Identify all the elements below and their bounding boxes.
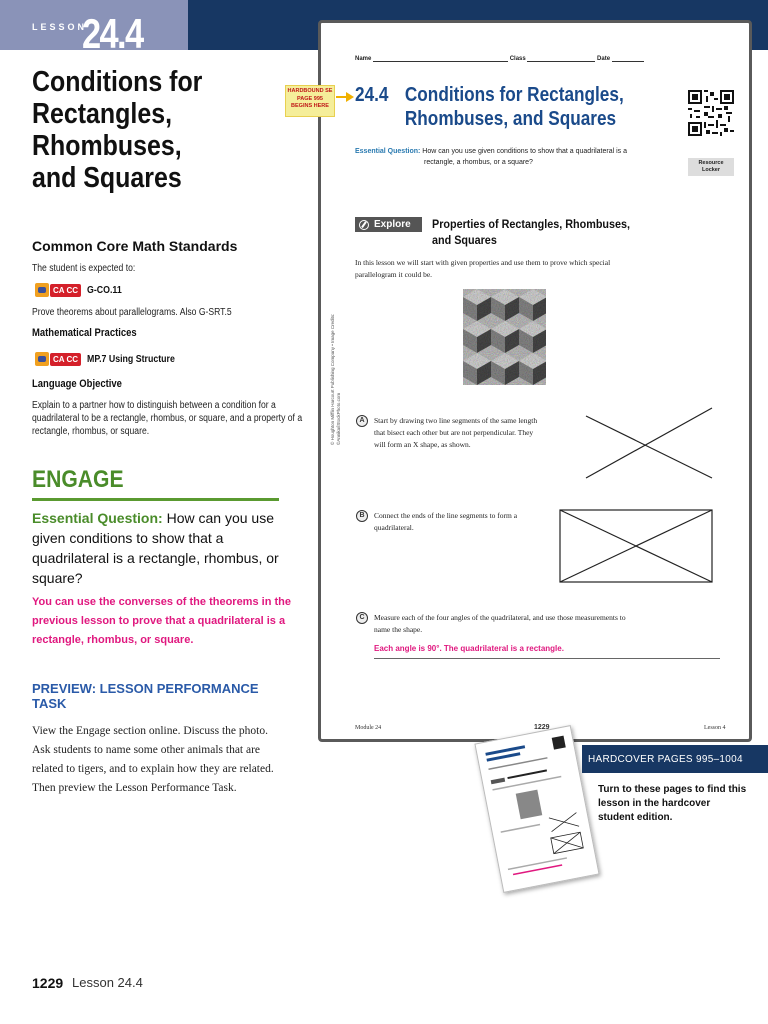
ca-cc-label: CA CC <box>50 353 81 366</box>
credit-line: © Houghton Mifflin Harcourt Publishing Company • Image Credits: <box>330 313 335 445</box>
intro-text <box>355 257 675 281</box>
explore-title-line: Properties of Rectangles, Rhombuses, <box>432 217 631 231</box>
page-eq-line-1: How can you use given conditions to show that a quadrilateral is a <box>420 148 627 155</box>
class-label: Class <box>509 56 526 62</box>
tiger-icon <box>35 283 49 297</box>
step-c-marker: C <box>356 612 368 624</box>
step-a-line: that bisect each other but are not perpendicular. They <box>374 428 534 437</box>
lesson-tab <box>0 0 188 57</box>
page-heading-line-1: Conditions for Rectangles, <box>404 84 624 106</box>
step-b-line: Connect the ends of the line segments to form a <box>374 511 518 520</box>
x-shape-diagram <box>584 406 716 482</box>
page-eq-line-2: rectangle, a rhombus, or a square? <box>424 159 533 166</box>
step-c-line: Measure each of the four angles of the quadrilateral, and use those measurements to <box>374 613 626 622</box>
step-b-line: quadrilateral. <box>374 523 414 532</box>
step-c-answer: Each angle is 90°. The quadrilateral is a rectangle. <box>374 644 564 653</box>
title-line: Rectangles, <box>32 98 173 130</box>
hardcover-thumbnail <box>474 725 599 893</box>
qr-code[interactable] <box>688 90 734 136</box>
engage-divider <box>32 498 279 501</box>
ca-cc-badge <box>35 350 83 368</box>
footer-lesson-label: Lesson 24.4 <box>72 975 143 990</box>
explore-label: Explore <box>374 219 411 230</box>
lang-line: Explain to a partner how to distinguish between a condition for a <box>32 400 276 411</box>
date-blank <box>612 56 644 62</box>
segment-2 <box>586 408 712 478</box>
explore-title-line: and Squares <box>432 233 497 247</box>
hardcover-banner: HARDCOVER PAGES 995–1004 <box>582 745 768 773</box>
rectangle-diagram <box>558 508 714 584</box>
page-footer-module: Module 24 <box>355 725 382 731</box>
lang-line: rectangle, rhombus, or square. <box>32 426 150 437</box>
name-class-date-line <box>355 56 644 62</box>
step-a-line: will form an X shape, as shown. <box>374 440 471 449</box>
page-heading <box>355 83 624 131</box>
essential-question-text: How can you use given conditions to show that a quadrilateral is a rectangle, rhombus, or square? <box>32 510 279 586</box>
name-blank <box>373 56 508 62</box>
resource-locker-button[interactable] <box>688 158 734 176</box>
step-a-marker: A <box>356 415 368 427</box>
step-c-line: name the shape. <box>374 625 423 634</box>
lang-line: quadrilateral to be a rectangle, rhombus, or square, and a property of a <box>32 413 303 424</box>
credit-line: ©Annika/iStockPhoto.com <box>336 392 341 445</box>
compass-icon <box>359 220 369 230</box>
engage-title: ENGAGE <box>32 466 124 493</box>
image-credit <box>330 245 342 445</box>
answer-rule <box>374 658 720 659</box>
lesson-title <box>32 66 247 194</box>
prove-text: Prove theorems about parallelograms. Also G-SRT.5 <box>32 307 232 318</box>
step-a-text <box>374 415 584 451</box>
title-line: and Squares <box>32 162 182 194</box>
page-eq-label: Essential Question: <box>355 148 421 155</box>
segment-1 <box>586 416 712 478</box>
page-essential-question <box>355 146 675 168</box>
practice-code: MP.7 Using Structure <box>87 353 175 365</box>
resource-locker-line: Resource <box>698 160 724 166</box>
essential-question-label: Essential Question: <box>32 510 163 526</box>
ca-cc-label: CA CC <box>50 284 81 297</box>
explore-badge <box>355 217 422 232</box>
hardbound-arrow <box>346 92 354 102</box>
page-footer-number: 1229 <box>534 724 550 731</box>
cc-standards-heading: Common Core Math Standards <box>32 238 238 254</box>
page-heading-line-2: Rhombuses, and Squares <box>404 108 617 130</box>
standard-row-2 <box>35 349 187 369</box>
class-blank <box>527 56 595 62</box>
mathematical-practices-heading: Mathematical Practices <box>32 327 137 339</box>
hardbound-line: PAGE 995 <box>297 95 323 102</box>
hardbound-tag <box>285 85 335 117</box>
tiger-icon <box>35 352 49 366</box>
footer-page-number: 1229 <box>32 975 64 991</box>
date-label: Date <box>597 56 611 62</box>
step-c-text <box>374 612 704 636</box>
tile-pattern-photo <box>463 289 546 385</box>
essential-question <box>32 508 292 588</box>
standard-code: G-CO.11 <box>87 284 122 296</box>
step-a-line: Start by drawing two line segments of the same length <box>374 416 538 425</box>
title-line: Conditions for <box>32 66 203 98</box>
language-objective-text <box>32 399 302 438</box>
resource-locker-line: Locker <box>701 167 721 173</box>
ca-cc-badge <box>35 281 83 299</box>
hardbound-line: BEGINS HERE <box>291 103 329 109</box>
hardcover-text: Turn to these pages to find this lesson in the hardcover student edition. <box>598 784 747 823</box>
intro-line: In this lesson we will start with given properties and use them to prove which special <box>355 258 611 267</box>
step-b-text <box>374 510 574 534</box>
hardbound-line: HARDBOUND SE <box>287 88 333 94</box>
step-b-marker: B <box>356 510 368 522</box>
page-footer-lesson: Lesson 4 <box>704 725 726 731</box>
language-objective-heading: Language Objective <box>32 378 122 390</box>
preview-title: PREVIEW: LESSON PERFORMANCE TASK <box>32 681 259 711</box>
page-heading-number: 24.4 <box>355 84 389 106</box>
explore-title <box>432 216 666 248</box>
expected-text: The student is expected to: <box>32 263 136 274</box>
name-label: Name <box>355 56 372 62</box>
preview-text: View the Engage section online. Discuss the photo. Ask students to name some other animals that are related to tigers, and to explain how they are related. Then preview the Lesson Performance Task. <box>32 725 274 794</box>
lesson-word: LESSON <box>32 22 88 32</box>
standard-row-1 <box>35 280 126 300</box>
intro-line: parallelogram it could be. <box>355 270 433 279</box>
lesson-number: 24.4 <box>82 10 143 57</box>
essential-question-answer: You can use the converses of the theorems in the previous lesson to prove that a quadrilateral is a rectangle, rhombus, or square. <box>32 596 291 646</box>
title-line: Rhombuses, <box>32 130 182 162</box>
